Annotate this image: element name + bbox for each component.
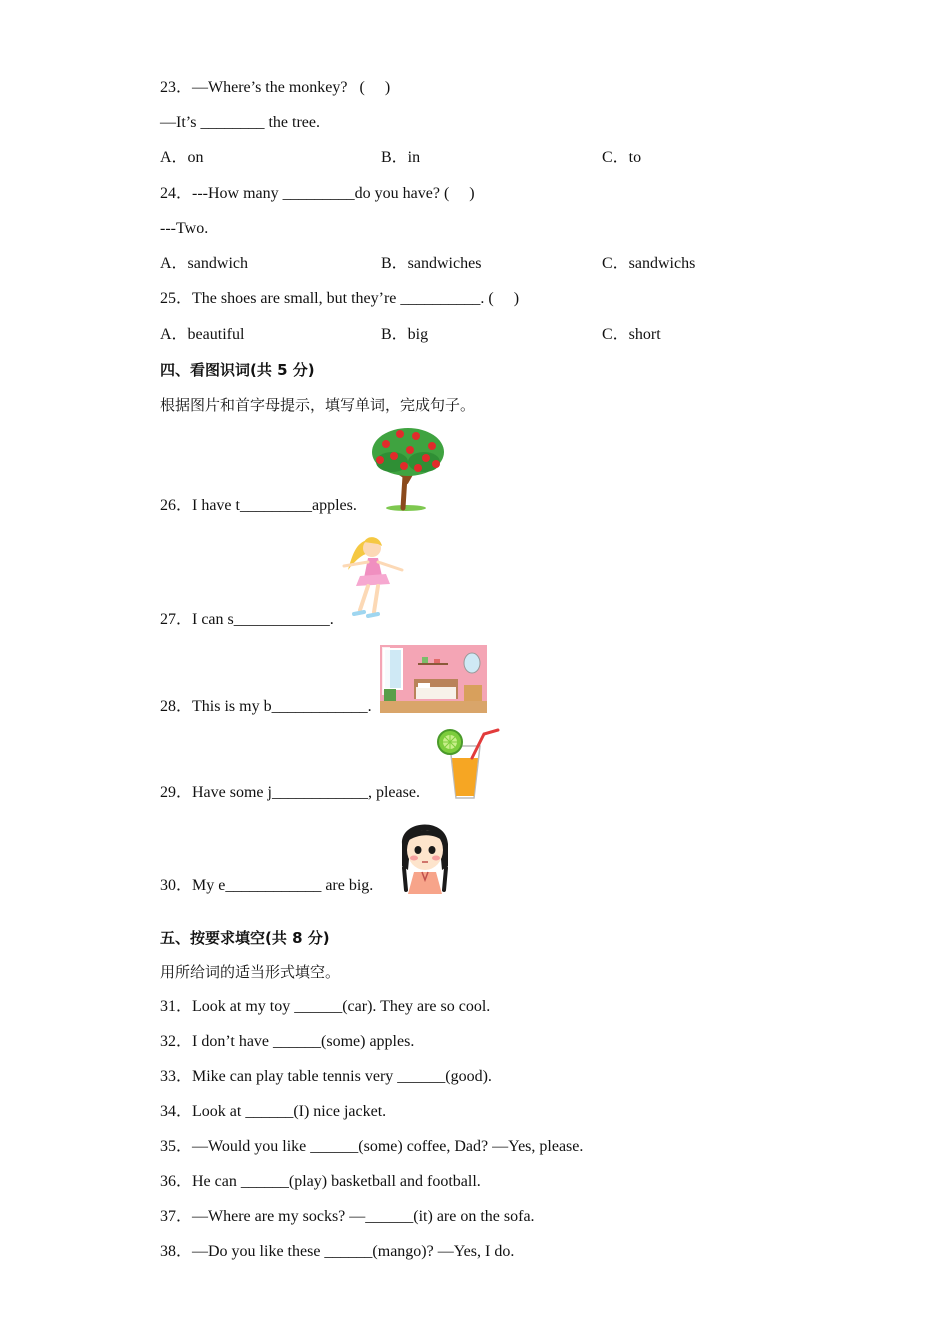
q27-item: 27．I can s____________. [160, 611, 334, 628]
q24-option-a: A．sandwich [160, 255, 248, 272]
q24-option-b: B．sandwiches [381, 255, 482, 272]
q23-option-c: C．to [602, 149, 642, 166]
q25-option-c: C．short [602, 326, 661, 343]
q32-item: 32．I don’t have ______(some) apples. [160, 1033, 415, 1050]
q25-option-a: A．beautiful [160, 326, 245, 343]
q24-reply: ---Two. [160, 220, 209, 237]
section5-heading: 五、按要求填空(共 8 分) [160, 929, 330, 947]
q23-reply: —It’s ________ the tree. [160, 114, 320, 131]
juice-picture [436, 728, 502, 800]
section4-heading: 四、看图识词(共 5 分) [160, 361, 315, 379]
section5-instruction: 用所给词的适当形式填空。 [160, 963, 341, 981]
q23-stem: 23．—Where’s the monkey? ( ) [160, 79, 391, 96]
q37-item: 37．—Where are my socks? —______(it) are on the sofa. [160, 1208, 535, 1225]
skater-girl-picture [338, 532, 408, 628]
q35-item: 35．—Would you like ______(some) coffee, Dad? —Yes, please. [160, 1138, 584, 1155]
q33-item: 33．Mike can play table tennis very ______(good). [160, 1068, 492, 1085]
bedroom-picture [380, 645, 487, 713]
q25-stem: 25．The shoes are small, but they’re __________. ( ) [160, 290, 520, 307]
q29-item: 29．Have some j____________, please. [160, 784, 420, 801]
q38-item: 38．—Do you like these ______(mango)? —Yes, I do. [160, 1243, 515, 1260]
q24-stem: 24．---How many _________do you have? ( ) [160, 185, 475, 202]
q25-option-b: B．big [381, 326, 429, 343]
section4-instruction: 根据图片和首字母提示，填写单词，完成句子。 [160, 396, 476, 414]
q24-option-c: C．sandwichs [602, 255, 696, 272]
q31-item: 31．Look at my toy ______(car). They are so cool. [160, 998, 491, 1015]
q34-item: 34．Look at ______(I) nice jacket. [160, 1103, 387, 1120]
q30-item: 30．My e____________ are big. [160, 877, 374, 894]
girl-eyes-picture [396, 814, 454, 894]
q28-item: 28．This is my b____________. [160, 698, 372, 715]
q23-option-b: B．in [381, 149, 421, 166]
q36-item: 36．He can ______(play) basketball and football. [160, 1173, 481, 1190]
q26-item: 26．I have t_________apples. [160, 497, 357, 514]
apple-tree-picture [370, 424, 448, 512]
q23-option-a: A．on [160, 149, 204, 166]
